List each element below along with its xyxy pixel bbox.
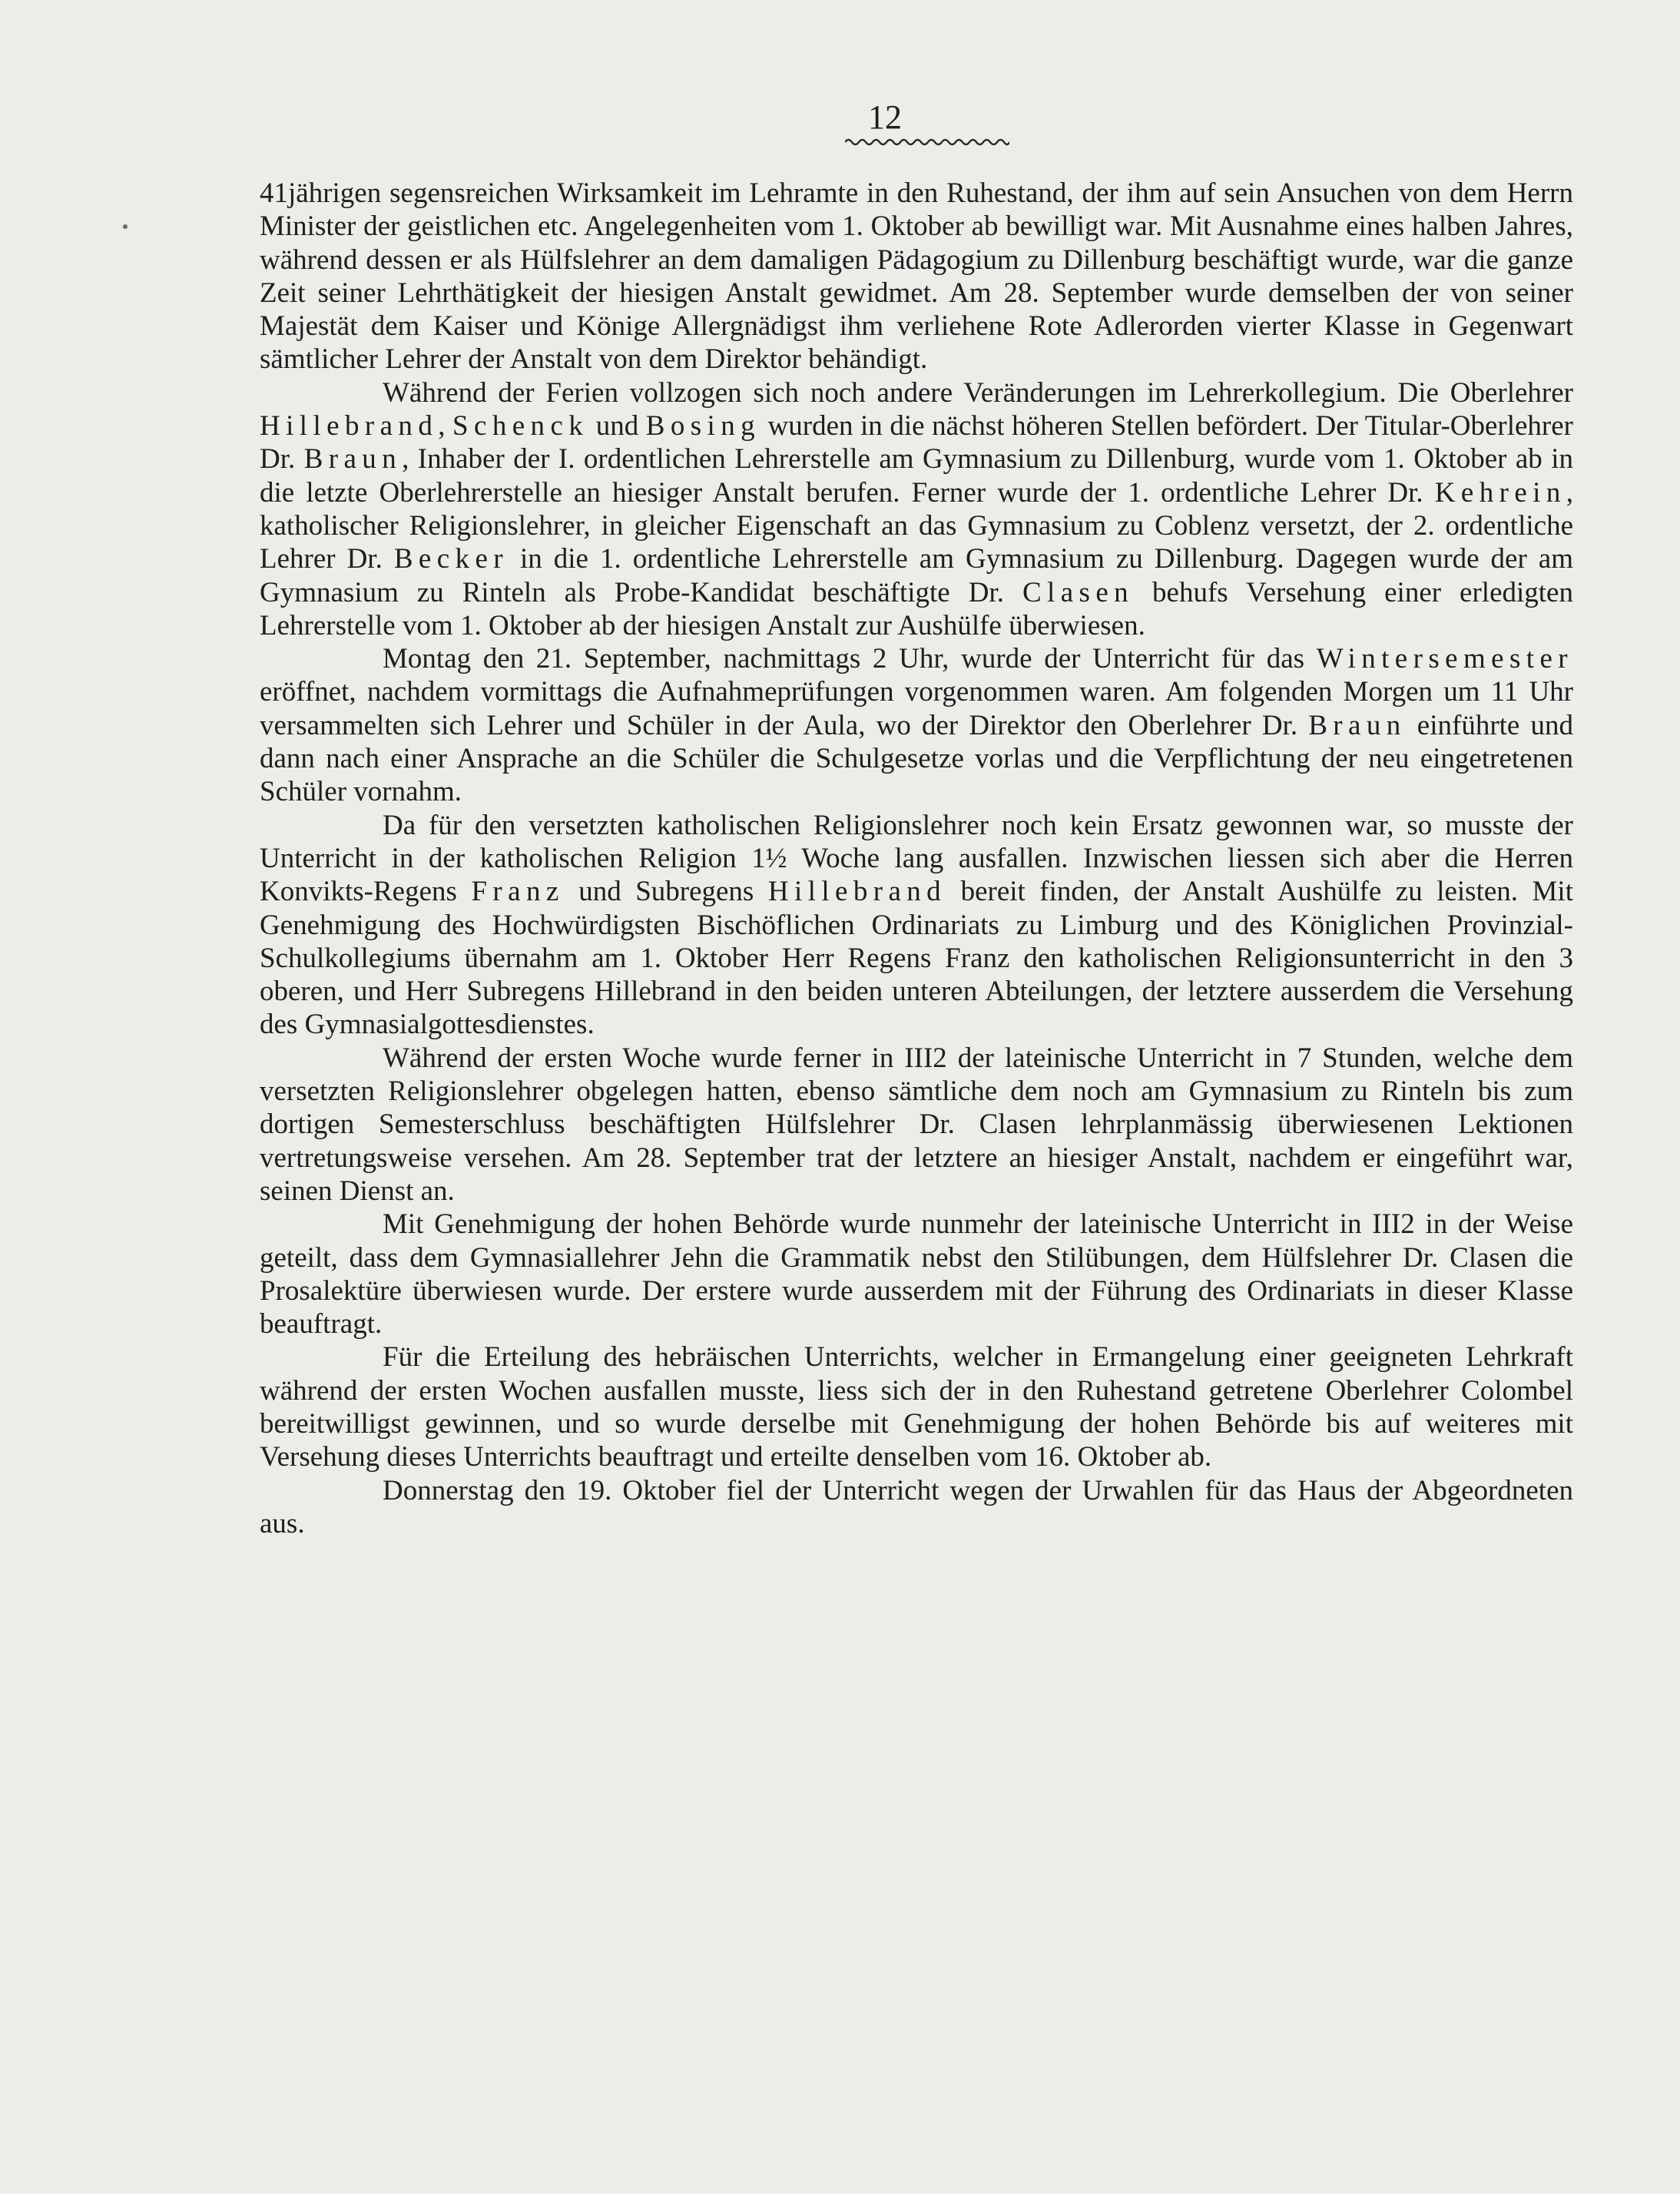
spaced-name: Bosing <box>645 410 760 442</box>
paragraph <box>260 1341 1573 1473</box>
text-run: wurden in die nächst höheren Stellen befördert. Der Titular-Oberlehrer Dr. <box>260 410 1573 476</box>
text-run: , Inhaber der I. ordentlichen Lehrerstelle am Gymnasium zu Dillenburg, wurde vom 1. Oktober ab in die letzte Oberlehrerstelle an hiesiger Anstalt berufen. Ferner wurde der 1. ordentliche Lehrer Dr. <box>260 443 1574 509</box>
spaced-name: Wintersemester <box>1316 643 1573 675</box>
text-run: Donnerstag den 19. Oktober fiel der Unterricht wegen der Urwahlen für das Haus der Abgeordneten aus. <box>260 1474 1573 1539</box>
text-run: und Subregens <box>564 876 768 908</box>
paragraph <box>260 642 1573 808</box>
text-run: Montag den 21. September, nachmittags 2 Uhr, wurde der Unterricht für das <box>383 643 1317 675</box>
text-run: behufs Versehung einer erledigten Lehrerstelle vom 1. Oktober ab der hiesigen Anstalt zur Aushülfe überwiesen. <box>260 576 1573 641</box>
page-number: 12 <box>868 98 902 136</box>
text-run: Für die Erteilung des hebräischen Unterrichts, welcher in Ermangelung einer geeigneten Lehrkraft während der ersten Wochen ausfallen musste, liess sich der in den Ruhestand getretene Oberlehrer Colombel bereitwilligst gewinnen, und so wurde derselbe mit Genehmigung der hohen Behörde bis auf weiteres mit Versehung dieses Unterrichts beauftragt und erteilte denselben vom 16. Oktober ab. <box>260 1341 1573 1473</box>
document-body <box>260 177 1573 1540</box>
print-speck <box>123 224 128 229</box>
spaced-name: Clasen <box>1022 576 1135 608</box>
paragraph <box>260 1208 1573 1341</box>
text-run: Da für den versetzten katholischen Religionslehrer noch kein Ersatz gewonnen war, so musste der Unterricht in der katholischen Religion 1½ Woche lang ausfallen. Inzwischen liessen sich aber die Herren Konvikts-Regens <box>260 809 1573 908</box>
paragraph <box>260 376 1573 642</box>
spaced-name: Kehrein <box>1434 476 1566 509</box>
spaced-name: Schenck <box>452 410 589 442</box>
spaced-name: Franz <box>471 876 565 908</box>
spaced-name: Hillebrand <box>260 410 439 442</box>
spaced-name: Braun <box>303 443 403 476</box>
text-run: und <box>588 410 646 442</box>
spaced-name: Hillebrand <box>767 876 947 908</box>
paragraph <box>260 1474 1573 1541</box>
text-run: , katholischer Religionslehrer, in gleicher Eigenschaft an das Gymnasium zu Coblenz versetzt, der 2. ordentliche Lehrer Dr. <box>260 476 1573 575</box>
paragraph <box>260 809 1573 1042</box>
text-run: , <box>438 410 453 442</box>
text-run: eröffnet, nachdem vormittags die Aufnahmeprüfungen vorgenommen waren. Am folgenden Morgen um 11 Uhr versammelten sich Lehrer und Schüler in der Aula, wo der Direktor den Oberlehrer Dr. <box>260 676 1573 741</box>
text-run: in die 1. ordentliche Lehrerstelle am Gymnasium zu Dillenburg. Dagegen wurde der am Gymnasium zu Rinteln als Probe-Kandidat beschäftigte Dr. <box>260 543 1573 608</box>
paragraph <box>260 1042 1573 1208</box>
text-run: Während der Ferien vollzogen sich noch andere Veränderungen im Lehrerkollegium. Die Oberlehrer <box>383 376 1573 409</box>
text-run: einführte und dann nach einer Ansprache an die Schüler die Schulgesetze vorlas und die Verpflichtung der neu eingetretenen Schüler vornahm. <box>260 709 1574 808</box>
text-run: Mit Genehmigung der hohen Behörde wurde nunmehr der lateinische Unterricht in III2 in der Weise geteilt, dass dem Gymnasiallehrer Jehn die Grammatik nebst den Stilübungen, dem Hülfslehrer Dr. Clasen die Prosalektüre überwiesen wurde. Der erstere wurde ausserdem mit der Führung des Ordinariats in dieser Klasse beauftragt. <box>260 1208 1573 1341</box>
spaced-name: Becker <box>393 543 509 575</box>
text-run: Während der ersten Woche wurde ferner in III2 der lateinische Unterricht in 7 Stunden, welche dem versetzten Religionslehrer obgelegen hatten, ebenso sämtliche dem noch am Gymnasium zu Rinteln bis zum dortigen Semesterschluss beschäftigten Hülfslehrer Dr. Clasen lehrplanmässig überwiesenen Lektionen vertretungsweise versehen. Am 28. September trat der letztere an hiesiger Anstalt, nachdem er eingeführt war, seinen Dienst an. <box>260 1042 1573 1207</box>
spaced-name: Braun <box>1308 709 1407 741</box>
paragraph <box>260 177 1573 376</box>
text-run: 41jährigen segensreichen Wirksamkeit im Lehramte in den Ruhestand, der ihm auf sein Ansuchen von dem Herrn Minister der geistlichen etc. Angelegenheiten vom 1. Oktober ab bewilligt war. Mit Ausnahme eines halben Jahres, während dessen er als Hülfslehrer an dem damaligen Pädagogium zu Dillenburg beschäftigt wurde, war die ganze Zeit seiner Lehrthätigkeit der hiesigen Anstalt gewidmet. Am 28. September wurde demselben der von seiner Majestät dem Kaiser und Könige Allergnädigst ihm verliehene Rote Adlerorden vierter Klasse in Gegenwart sämtlicher Lehrer der Anstalt von dem Direktor behändigt. <box>260 177 1573 376</box>
text-run: bereit finden, der Anstalt Aushülfe zu leisten. Mit Genehmigung des Hochwürdigsten Bischöflichen Ordinariats zu Limburg und des Königlichen Provinzial-Schulkollegiums übernahm am 1. Oktober Herr Regens Franz den katholischen Religionsunterricht in den 3 oberen, und Herr Subregens Hillebrand in den beiden unteren Abteilungen, der letztere ausserdem die Versehung des Gymnasialgottesdienstes. <box>260 876 1573 1041</box>
wavy-ornament <box>845 137 1009 147</box>
